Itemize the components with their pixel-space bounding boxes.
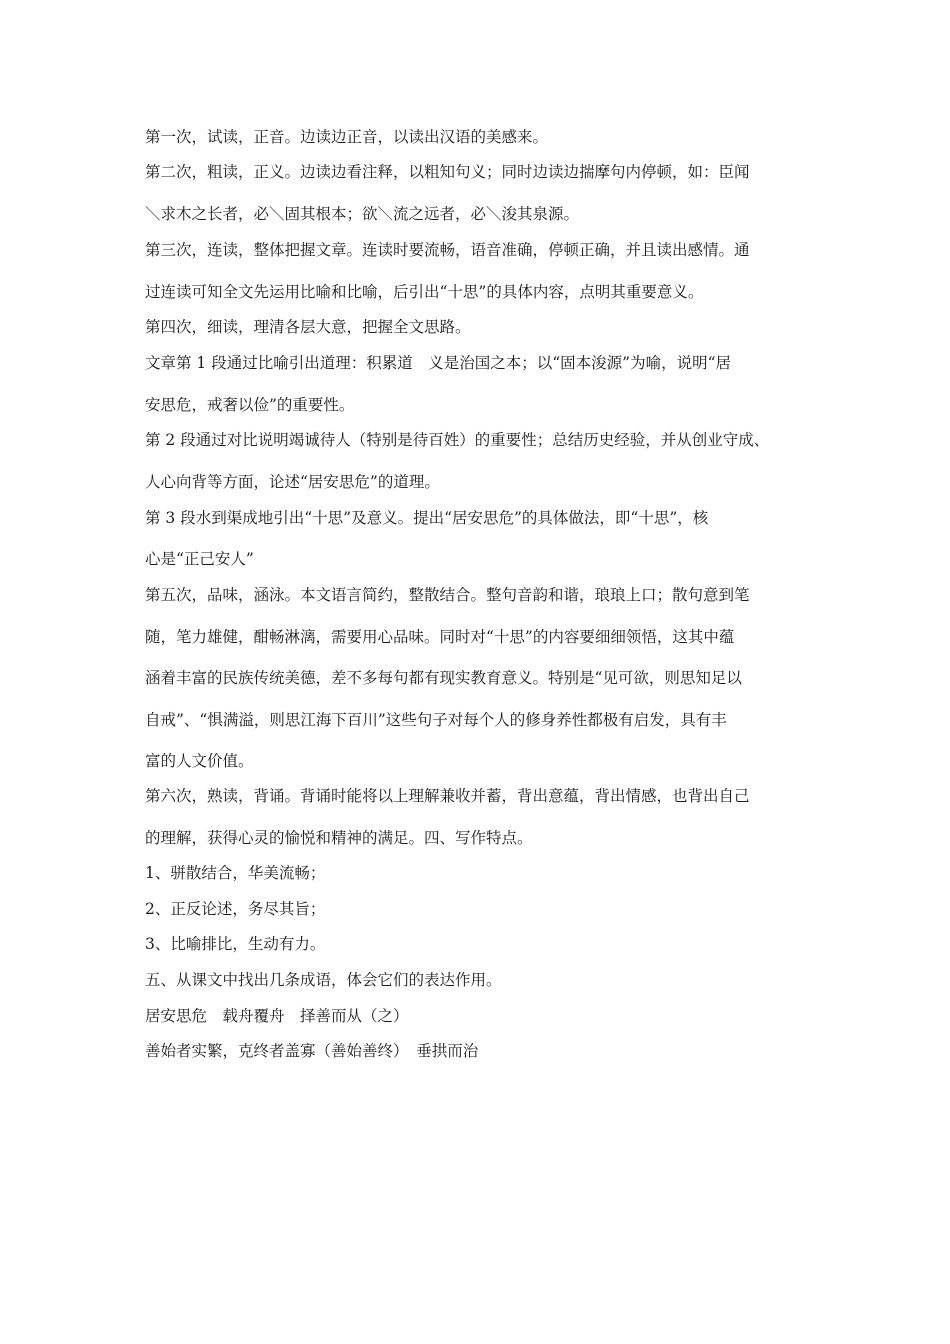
text-line: 第二次，粗读，正义。边读边看注释，以粗知句义；同时边读边揣摩句内停顿，如：臣闻 [145,163,750,181]
text-line: 过连读可知全文先运用比喻和比喻，后引出“十思”的具体内容，点明其重要意义。 [145,283,704,301]
text-line: 富的人文价值。 [145,752,254,770]
text-line: 2、正反论述，务尽其旨； [145,900,326,918]
text-line: 第三次，连读，整体把握文章。连读时要流畅，语音准确，停顿正确，并且读出感情。通 [145,241,750,259]
text-line: 3、比喻排比，生动有力。 [145,935,326,953]
text-line: 随，笔力雄健，酣畅淋漓，需要用心品味。同时对“十思”的内容要细细领悟，这其中蕴 [145,628,735,646]
text-line: 第四次，细读，理清各层大意，把握全文思路。 [145,318,471,336]
text-line: 第一次，试读，正音。边读边正音，以读出汉语的美感来。 [145,128,549,146]
text-line: 涵着丰富的民族传统美德，差不多每句都有现实教育意义。特别是“见可欲，则思知足以 [145,669,742,687]
text-line: 居安思危 载舟覆舟 择善而从（之） [145,1007,409,1025]
text-line: 人心向背等方面，论述“居安思危”的道理。 [145,473,440,491]
text-line: 心是“正己安人” [145,550,254,568]
text-line: 第 2 段通过对比说明竭诚待人（特别是待百姓）的重要性；总结历史经验，并从创业守成、 [145,431,770,449]
text-line: 第 3 段水到渠成地引出“十思”及意义。提出“居安思危”的具体做法，即“十思”，核 [145,509,709,527]
text-line: 自戒”、“惧满溢，则思江海下百川”这些句子对每个人的修身养性都极有启发，具有丰 [145,711,727,729]
text-line: 五、从课文中找出几条成语，体会它们的表达作用。 [145,971,502,989]
text-line: 第六次，熟读，背诵。背诵时能将以上理解兼收并蓄，背出意蕴，背出情感，也背出自己 [145,787,750,805]
text-line: ＼求木之长者，必＼固其根本；欲＼流之远者，必＼浚其泉源。 [145,205,580,223]
text-line: 的理解，获得心灵的愉悦和精神的满足。四、写作特点。 [145,829,533,847]
text-line: 1、骈散结合，华美流畅； [145,864,326,882]
text-line: 文章第 1 段通过比喻引出道理：积累道 义是治国之本；以“固本浚源”为喻，说明“居 [145,354,731,372]
text-line: 安思危，戒奢以俭”的重要性。 [145,396,355,414]
text-line: 第五次，品味，涵泳。本文语言简约，整散结合。整句音韵和谐，琅琅上口；散句意到笔 [145,586,750,604]
text-line: 善始者实繁，克终者盖寡（善始善终） 垂拱而治 [145,1042,479,1060]
